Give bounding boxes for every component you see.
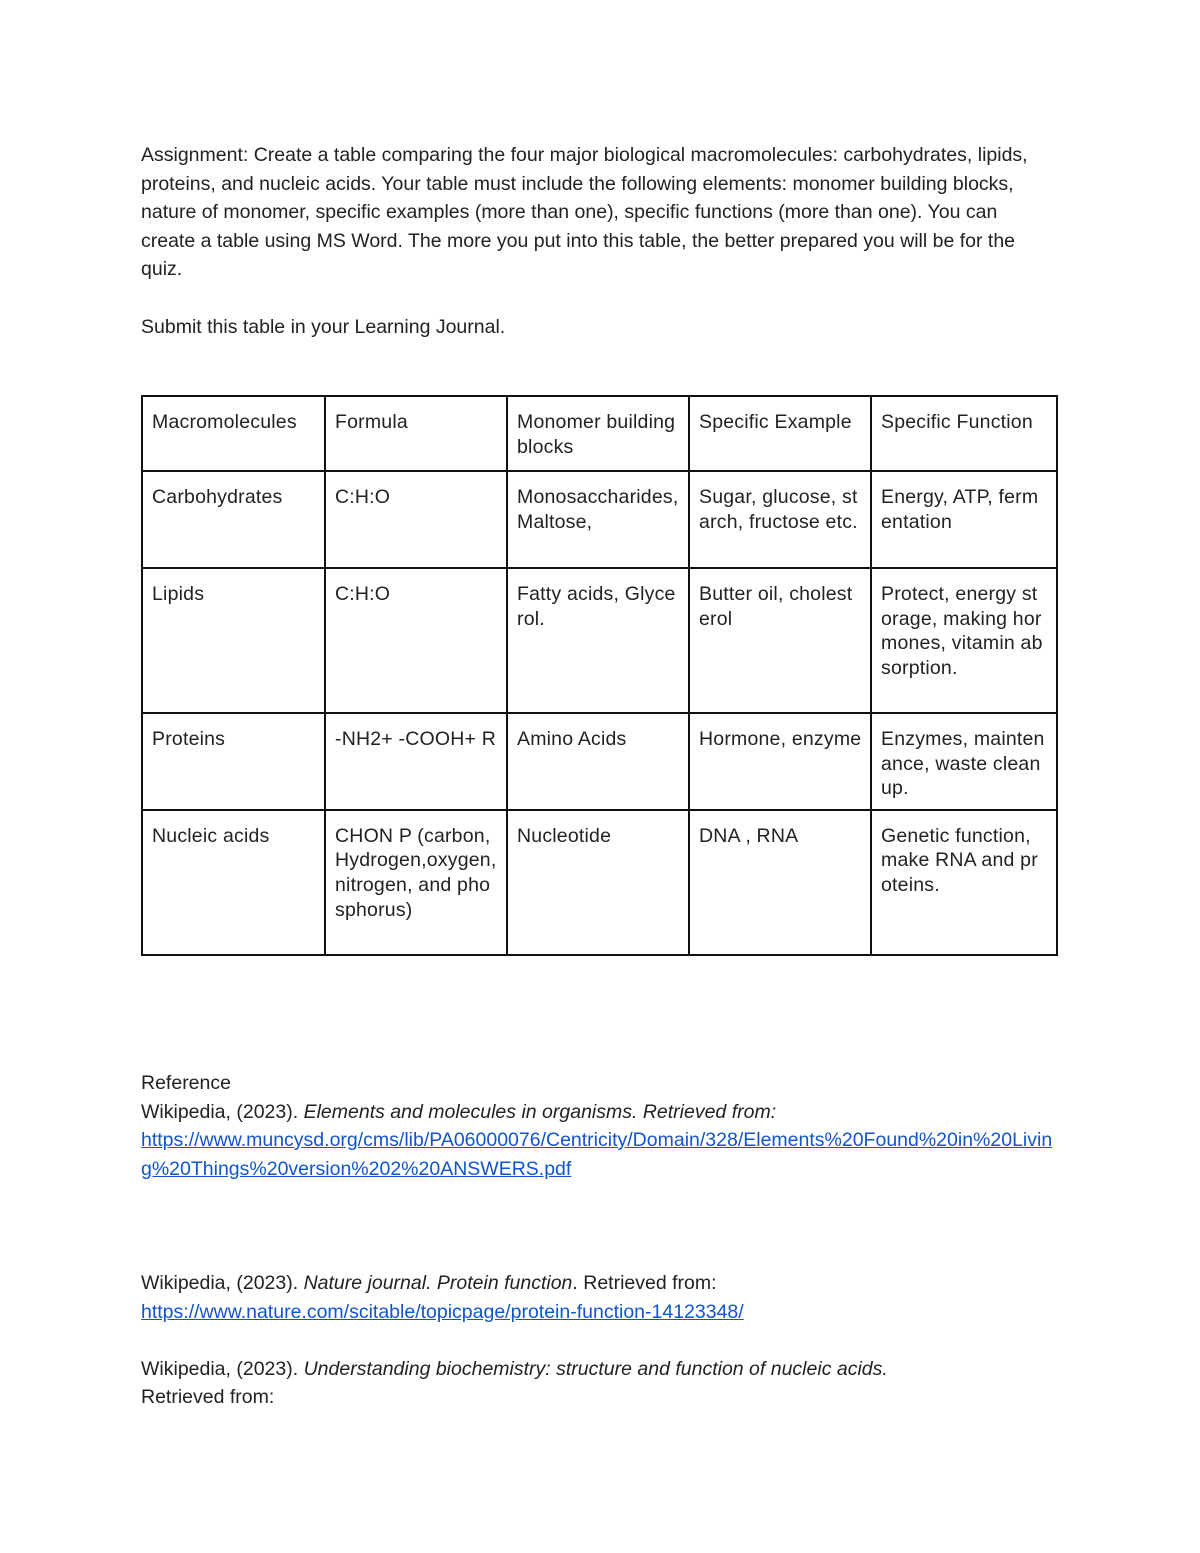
table-cell: Nucleotide: [507, 810, 689, 955]
header-cell: Specific Example: [689, 396, 871, 471]
table-cell: Hormone, enzyme: [689, 713, 871, 810]
reference-1-author: Wikipedia, (2023).: [141, 1100, 304, 1123]
table-row: [142, 471, 1057, 568]
table-cell: Protect, energy storage, making hormones, vitamin absorption.: [871, 568, 1057, 713]
table-cell: Fatty acids, Glycerol.: [507, 568, 689, 713]
table-cell: Monosaccharides, Maltose,: [507, 471, 689, 568]
table-cell: Amino Acids: [507, 713, 689, 810]
header-cell: Monomer building blocks: [507, 396, 689, 471]
table-row: [142, 810, 1057, 955]
table-cell: CHON P (carbon, Hydrogen,oxygen, nitrogen, and phosphorus): [325, 810, 507, 955]
table-cell: Enzymes, maintenance, waste cleanup.: [871, 713, 1057, 810]
table-cell: Energy, ATP, fermentation: [871, 471, 1057, 568]
table-cell: DNA , RNA: [689, 810, 871, 955]
reference-2-link-line: [141, 1298, 1061, 1327]
reference-2-author: Wikipedia, (2023).: [141, 1272, 304, 1294]
table-cell: Sugar, glucose, starch, fructose etc.: [689, 471, 871, 568]
reference-2-suffix: . Retrieved from:: [572, 1272, 717, 1294]
reference-2-title: Nature journal. Protein function: [303, 1272, 573, 1294]
header-cell: Macromolecules: [142, 396, 325, 471]
macromolecule-table: [141, 395, 1058, 956]
table-cell: Genetic function, make RNA and proteins.: [871, 810, 1057, 955]
references-section: [141, 1069, 1061, 1412]
reference-3-title: Understanding biochemistry: structure and function of nucleic acids.: [303, 1357, 888, 1380]
references-heading: Reference: [141, 1072, 231, 1094]
header-cell: Formula: [325, 396, 507, 471]
reference-1-link-line: [141, 1126, 1061, 1183]
reference-3-retrieved: Retrieved from:: [141, 1386, 275, 1408]
table-cell: Carbohydrates: [142, 471, 325, 568]
reference-1-link[interactable]: https://www.muncysd.org/cms/lib/PA06000076/Centricity/Domain/328/Elements%20Found%20in%20Living%20Things%20version%202%20ANSWERS.pdf: [141, 1129, 1053, 1180]
reference-3-author: Wikipedia, (2023).: [141, 1357, 304, 1380]
table-cell: C:H:O: [325, 568, 507, 713]
assignment-instructions: Assignment: Create a table comparing the four major biological macromolecules: carbohydrates, lipids, proteins, and nucleic acids. Your table must include the following elements: monomer building blocks, nature of monomer, specific examples (more than one), specific functions (more than one). You can create a table using MS Word. The more you put into this table, the better prepared you will be for the quiz.: [141, 144, 1028, 280]
reference-2-link[interactable]: https://www.nature.com/scitable/topicpage/protein-function-14123348/: [141, 1300, 744, 1323]
table-row: [142, 713, 1057, 810]
reference-1-title: Elements and molecules in organisms. Retrieved from:: [303, 1100, 777, 1123]
submit-instructions: Submit this table in your Learning Journal.: [141, 316, 506, 338]
header-cell: Specific Function: [871, 396, 1057, 471]
table-cell: Proteins: [142, 713, 325, 810]
table-header-row: [142, 396, 1057, 471]
reference-2: [141, 1269, 1061, 1298]
reference-3: [141, 1355, 1061, 1384]
table-row: [142, 568, 1057, 713]
table-cell: Butter oil, cholesterol: [689, 568, 871, 713]
reference-1: [141, 1098, 1061, 1127]
table-cell: C:H:O: [325, 471, 507, 568]
table-cell: -NH2+ -COOH+ R: [325, 713, 507, 810]
table-cell: Lipids: [142, 568, 325, 713]
table-cell: Nucleic acids: [142, 810, 325, 955]
